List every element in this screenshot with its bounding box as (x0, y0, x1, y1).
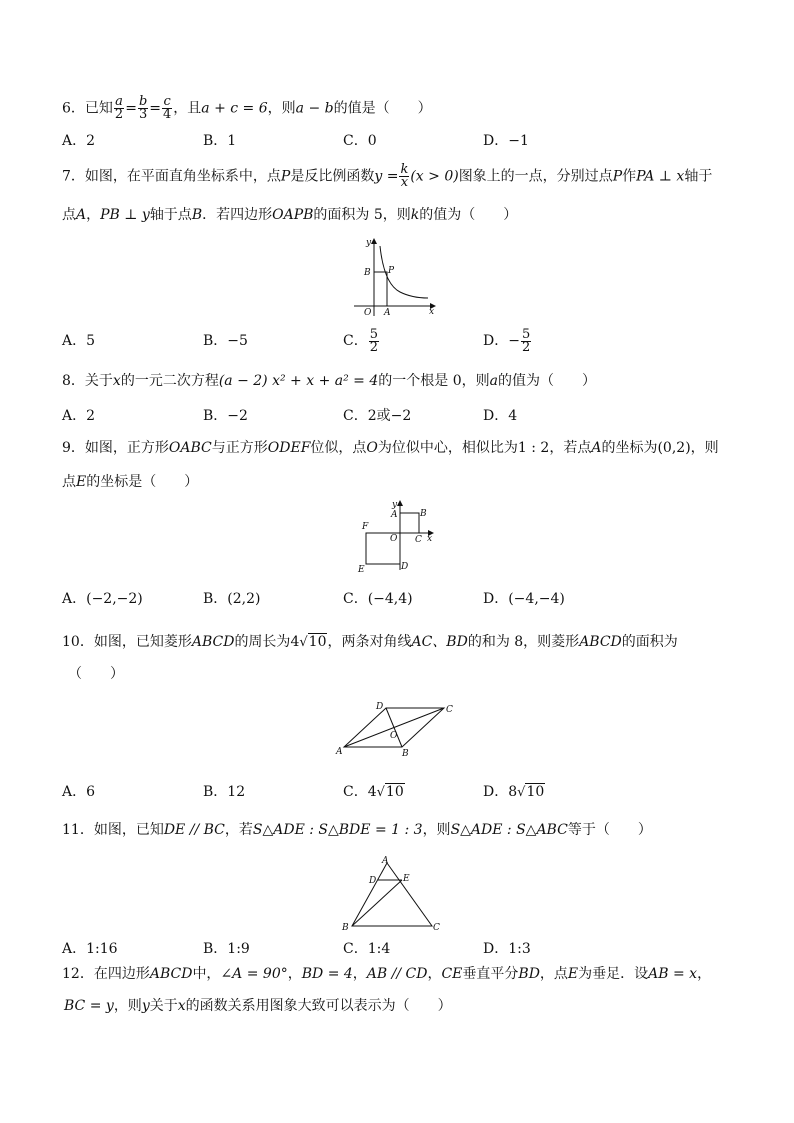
q7-point-p: P (280, 168, 291, 185)
q10-label-d: D (376, 702, 384, 712)
q12-text: ， (427, 966, 442, 982)
q7-pb-perp: PB ⊥ y (100, 207, 150, 223)
q10-option-c-label: C．4 (343, 784, 377, 800)
q6-frac-c-num: c (163, 94, 171, 109)
q7-func-y: y = (374, 168, 399, 185)
q9-text: 9．如图，正方形 (62, 440, 169, 456)
q11-text: 等于（ ） (567, 822, 652, 838)
q10-option-d-radicand: 10 (526, 784, 545, 800)
q12-ab-x: AB = x (648, 966, 698, 982)
q9-option-a[interactable]: A．(−2,−2) (62, 591, 143, 607)
q7-func-num: k (400, 162, 409, 177)
q9-text: 为位似中心，相似比为1 : 2，若点 (377, 440, 592, 456)
q9-label-y: y (392, 500, 398, 510)
q10-option-c[interactable] (343, 782, 405, 803)
q10-label-b: B (402, 749, 409, 759)
q6-target: a − b (295, 100, 334, 117)
q7-option-d[interactable] (483, 323, 532, 359)
q7-option-d-den: 2 (521, 339, 531, 355)
q8-option-a[interactable]: A．2 (62, 408, 96, 424)
q12-text: 的函数关系用图象大致可以表示为（ ） (185, 998, 452, 1014)
q11-option-b[interactable]: B．1:9 (203, 941, 250, 957)
q11-label-d: D (369, 876, 377, 886)
q6-option-c[interactable]: C．0 (343, 133, 377, 149)
q9-y-arrow (397, 500, 403, 506)
q11-option-c[interactable]: C．1:4 (343, 941, 391, 957)
q7-label-b: B (364, 268, 371, 278)
question-10-stem-line1 (62, 632, 754, 653)
q10-rhombus: ABCD (579, 634, 622, 650)
q7-label-y: y (366, 238, 372, 248)
q7-text: 点 (62, 207, 76, 223)
q7-label-x: x (429, 307, 435, 317)
q9-square-oabc: OABC (168, 440, 212, 456)
q12-text: ，点 (539, 966, 568, 982)
q10-text: 的和为 8，则菱形 (467, 634, 580, 650)
question-11-stem (62, 820, 754, 840)
q12-text: 12．在四边形 (62, 966, 150, 982)
q7-label-a: A (384, 308, 391, 318)
question-12-stem-line2 (64, 996, 754, 1016)
q10-label-c: C (446, 705, 453, 715)
q10-option-d-label: D．8 (483, 784, 518, 800)
q7-text: 轴于 (684, 168, 713, 185)
q12-y: y (141, 998, 150, 1014)
q12-e: E (567, 966, 579, 982)
q9-point-e: E (76, 474, 87, 490)
q12-bc-y: BC = y (64, 998, 114, 1014)
q8-a: a (489, 373, 498, 389)
q8-option-b[interactable]: B．−2 (203, 408, 248, 424)
q10-diagonals: AC、BD (411, 634, 468, 650)
q11-text: ，若 (224, 822, 253, 838)
q10-perimeter-radicand: 10 (308, 634, 327, 650)
q7-func-fraction (399, 164, 409, 189)
q7-point-b: B (191, 207, 203, 223)
q7-point-a: A (76, 207, 87, 223)
q7-text: ， (86, 207, 101, 223)
q7-quad: OAPB (272, 207, 314, 223)
q11-triangle (352, 863, 432, 926)
q6-option-b[interactable]: B．1 (203, 133, 237, 149)
question-8-stem (62, 371, 754, 391)
q12-text: 关于 (149, 998, 178, 1014)
q10-label-o: O (390, 731, 398, 741)
q9-label-x: x (427, 534, 433, 544)
q7-rectangle (374, 272, 387, 306)
q12-text: ， (697, 966, 712, 982)
q7-option-c-label: C． (343, 333, 368, 349)
q7-text: 图象上的一点，分别过点 (458, 168, 613, 185)
q7-text: 的值为（ ） (419, 207, 518, 223)
q12-text: ，则 (113, 998, 142, 1014)
q9-text: ，则 (690, 440, 719, 456)
q10-option-d-sqrt: √ (517, 785, 526, 800)
q9-label-d: D (401, 562, 409, 572)
question-12-stem-line1 (62, 964, 754, 984)
q10-option-c-sqrt: √ (376, 785, 385, 800)
q7-text: 作 (622, 168, 637, 185)
q9-text: 点 (62, 474, 76, 490)
q6-fraction-b (138, 96, 148, 121)
q7-option-d-fraction (521, 326, 531, 355)
q12-bd: BD = 4 (301, 966, 353, 982)
q9-figure (352, 496, 438, 576)
q7-pa-perp: PA ⊥ x (636, 168, 685, 185)
q7-option-c-den: 2 (369, 339, 378, 355)
q6-fraction-c (162, 96, 172, 121)
q7-option-c-fraction (369, 326, 379, 355)
q7-text: 7．如图，在平面直角坐标系中，点 (62, 168, 281, 185)
q9-text: 与正方形 (211, 440, 268, 456)
q11-label-a: A (382, 856, 389, 866)
q6-text: ，则 (267, 100, 296, 117)
q6-option-d[interactable]: D．−1 (483, 133, 529, 149)
q6-frac-a-num: a (115, 94, 123, 109)
q6-frac-c-den: 4 (163, 107, 172, 122)
q9-label-c: C (415, 535, 422, 545)
q12-parallel: AB // CD (366, 966, 428, 982)
q7-func-den: x (400, 175, 409, 190)
q9-option-c[interactable]: C．(−4,4) (343, 591, 413, 607)
q12-x: x (177, 998, 186, 1014)
q11-parallel: DE // BC (163, 822, 225, 838)
q6-frac-b-den: 3 (138, 107, 148, 122)
q10-text: 10．如图，已知菱形 (62, 634, 192, 650)
q8-equation: (a − 2) x² + x + a² = 4 (218, 373, 379, 389)
q7-y-arrow (371, 238, 377, 244)
q9-label-e: E (358, 565, 365, 575)
q11-text: 11．如图，已知 (62, 822, 164, 838)
question-9-stem-line2 (62, 472, 754, 492)
q12-text: 垂直平分 (462, 966, 519, 982)
question-6-stem: 6．已知 $\frac{a}{2}$ = $\frac{b}{3}$ = $\frac{c}{4}$ ，且a + c = 6，则a − b的值是（ ） (62, 94, 432, 122)
q11-label-b: B (342, 923, 349, 933)
q11-figure (340, 854, 446, 936)
q9-label-o: O (390, 534, 398, 544)
q7-option-c-num: 5 (369, 326, 378, 342)
q10-diagonal-bd (386, 708, 402, 747)
q12-bd: BD (518, 966, 540, 982)
q8-option-c[interactable]: C．2或−2 (343, 408, 412, 424)
q10-option-c-radicand: 10 (385, 784, 404, 800)
q6-frac-a-den: 2 (114, 107, 124, 122)
q9-option-d[interactable]: D．(−4,−4) (483, 591, 565, 607)
q8-option-d[interactable]: D．4 (483, 408, 518, 424)
q6-option-a[interactable]: A．2 (62, 133, 96, 149)
q8-text: 的值为（ ） (497, 373, 596, 389)
q12-text: 中， (192, 966, 221, 982)
q9-text: 的坐标是（ ） (86, 474, 199, 490)
q10-perimeter-coef: 4 (290, 634, 300, 650)
q9-label-f: F (362, 522, 369, 532)
q6-frac-b-num: b (138, 94, 148, 109)
q7-text: 是反比例函数 (290, 168, 375, 185)
q7-label-p: P (388, 266, 395, 276)
q10-sqrt-sign: √ (299, 635, 308, 650)
q7-text: ．若四边形 (202, 207, 273, 223)
q12-text: ， (287, 966, 302, 982)
q12-text: ， (352, 966, 367, 982)
q7-option-d-num: 5 (521, 326, 531, 342)
q9-square-small (400, 513, 419, 533)
q8-text: 8．关于 (62, 373, 113, 389)
q9-text: 的坐标为 (601, 440, 658, 456)
q10-text: ，两条对角线 (327, 634, 412, 650)
q11-option-d[interactable]: D．1:3 (483, 941, 531, 957)
q6-text: ，且 (173, 100, 202, 117)
q11-segment-be (352, 880, 402, 926)
q11-label-e: E (403, 874, 410, 884)
q8-text: 的一元二次方程 (120, 373, 219, 389)
q10-option-b[interactable]: B．12 (203, 784, 246, 800)
q7-func-condition: (x > 0) (410, 168, 459, 185)
q6-text: 的值是（ ） (333, 100, 432, 117)
q8-text: 的一个根是 0，则 (378, 373, 490, 389)
q7-option-d-label: D．− (483, 333, 520, 349)
q7-figure (350, 236, 440, 318)
q7-text: 轴于点 (149, 207, 192, 223)
q10-option-d[interactable] (483, 782, 545, 803)
q6-condition: a + c = 6 (201, 100, 268, 117)
q7-label-o: O (364, 308, 372, 318)
question-9-stem-line1 (62, 438, 754, 458)
q7-option-a[interactable]: A．5 (62, 333, 96, 349)
q9-square-odef: ODEF (267, 440, 311, 456)
q7-option-c[interactable] (343, 323, 380, 359)
question-7-stem-line1 (62, 164, 754, 189)
q10-text: 的周长为 (234, 634, 291, 650)
q11-label-c: C (433, 923, 440, 933)
q12-text: 为垂足．设 (578, 966, 649, 982)
q11-text: ，则 (422, 822, 451, 838)
q7-point-p: P (612, 168, 623, 185)
q6-fraction-a (114, 96, 124, 121)
q12-ce: CE (441, 966, 463, 982)
q11-option-a[interactable]: A．1:16 (62, 941, 118, 957)
q10-figure (334, 698, 458, 760)
q9-text: 位似，点 (310, 440, 367, 456)
q7-k: k (410, 207, 420, 223)
q10-label-a: A (336, 747, 343, 757)
q7-text: 的面积为 5，则 (313, 207, 411, 223)
q9-point-a: A (591, 440, 602, 456)
q9-point-o: O (366, 440, 378, 456)
q11-ratio-given: S△ADE : S△BDE = 1 : 3 (252, 822, 423, 838)
q10-rhombus: ABCD (191, 634, 235, 650)
q6-number: 6．已知 (62, 100, 113, 117)
question-10-stem-line2: （ ） (68, 666, 124, 682)
q9-label-a: A (391, 510, 398, 520)
q9-coordinate: (0,2) (657, 440, 691, 456)
q8-x: x (112, 373, 121, 389)
q9-label-b: B (420, 509, 427, 519)
q11-ratio-asked: S△ADE : S△ABC (450, 822, 568, 838)
q10-text: 的面积为 (621, 634, 678, 650)
q10-option-a[interactable]: A．6 (62, 784, 96, 800)
question-7-stem-line2 (62, 205, 754, 225)
q12-angle: ∠A = 90° (220, 966, 288, 982)
q12-quad: ABCD (149, 966, 193, 982)
q7-option-b[interactable]: B．−5 (203, 333, 248, 349)
q9-option-b[interactable]: B．(2,2) (203, 591, 261, 607)
